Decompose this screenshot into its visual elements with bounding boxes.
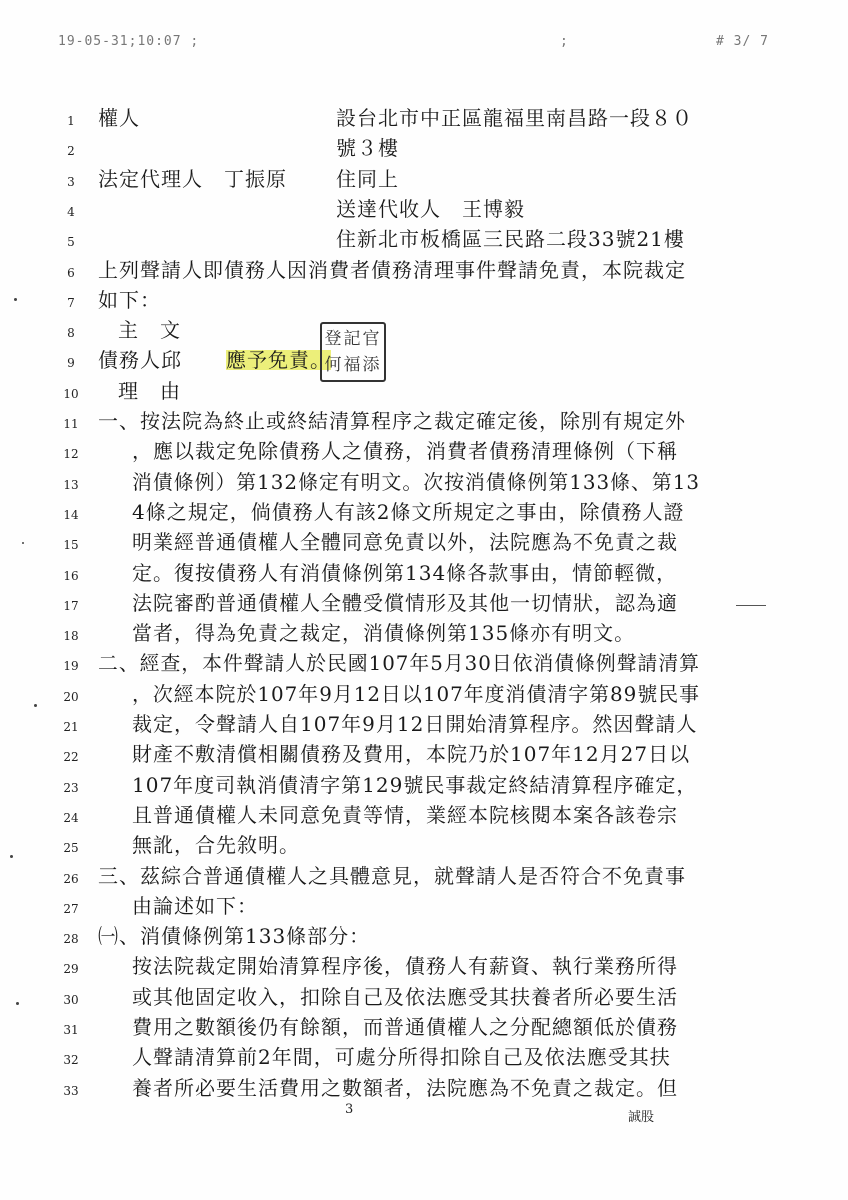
seal-name: 何福添 <box>324 355 382 375</box>
document-text: 三、茲綜合普通債權人之具體意見，就聲請人是否符合不免責事 <box>98 863 686 888</box>
document-text: 如下： <box>98 287 161 312</box>
line-number: 19 <box>63 659 79 674</box>
scan-speck <box>16 1002 19 1005</box>
line-number: 13 <box>63 477 79 492</box>
line-number: 3 <box>67 174 75 189</box>
document-text: 由論述如下： <box>132 893 258 918</box>
document-text: 權人 <box>98 106 140 130</box>
document-text: 債務人邱 <box>98 348 182 373</box>
line-number: 2 <box>67 144 75 159</box>
document-text: 住新北市板橋區三民路二段33號21樓 <box>336 227 685 252</box>
scan-mark <box>736 605 766 606</box>
line-number: 30 <box>63 992 79 1007</box>
line-number: 10 <box>63 386 79 401</box>
line-number: 7 <box>67 295 75 310</box>
line-number: 22 <box>63 750 79 765</box>
line-number: 27 <box>63 901 79 916</box>
line-number: 11 <box>63 417 79 431</box>
fax-timestamp: 19-05-31;10:07 ; <box>58 34 200 49</box>
document-text: 裁定，令聲請人自107年9月12日開始清算程序。然因聲請人 <box>132 712 698 736</box>
document-text: 明業經普通債權人全體同意免責以外，法院應為不免責之裁 <box>132 530 678 555</box>
scan-speck <box>14 298 17 301</box>
document-text: 或其他固定收入，扣除自己及依法應受其扶養者所必要生活 <box>132 984 678 1009</box>
line-number: 29 <box>63 962 79 977</box>
line-number: 14 <box>63 507 79 522</box>
official-seal-stamp <box>320 322 386 382</box>
document-text: 主 文 <box>118 318 181 343</box>
document-text: ，應以裁定免除債務人之債務，消費者債務清理條例（下稱 <box>132 439 678 464</box>
document-text: 按法院裁定開始清算程序後，債務人有薪資、執行業務所得 <box>132 954 678 979</box>
scan-speck <box>34 704 37 707</box>
line-number: 12 <box>63 447 79 462</box>
document-text: 一、按法院為終止或終結清算程序之裁定確定後，除別有規定外 <box>98 409 686 433</box>
document-text: 法定代理人 丁振原 <box>98 166 287 191</box>
line-number: 28 <box>63 932 79 947</box>
line-number: 16 <box>63 568 79 583</box>
line-number: 32 <box>63 1053 79 1068</box>
document-text: 當者，得為免責之裁定，消債條例第135條亦有明文。 <box>132 621 636 646</box>
line-number: 25 <box>63 841 79 856</box>
line-number: 26 <box>63 871 79 886</box>
scan-speck <box>10 855 13 858</box>
line-number: 23 <box>63 780 79 795</box>
document-text: 送達代收人 王博毅 <box>336 196 525 221</box>
line-number: 8 <box>67 326 75 341</box>
document-text: 人聲請清算前2年間，可處分所得扣除自己及依法應受其扶 <box>132 1045 671 1070</box>
document-text: 消債條例）第132條定有明文。次按消債條例第133條、第13 <box>132 469 700 494</box>
line-number: 4 <box>67 204 75 219</box>
seal-title: 登記官 <box>324 329 382 349</box>
document-text: 上列聲請人即債務人因消費者債務清理事件聲請免責，本院裁定 <box>98 257 686 282</box>
line-number: 9 <box>67 356 75 371</box>
division-label: 誠股 <box>628 1110 655 1125</box>
line-number: 21 <box>63 720 79 734</box>
line-number: 6 <box>67 265 75 280</box>
document-text: 理 由 <box>118 378 181 403</box>
line-number: 33 <box>63 1083 79 1098</box>
line-number: 17 <box>63 598 79 613</box>
line-number: 15 <box>63 538 79 553</box>
document-text: 二、經查，本件聲請人於民國107年5月30日依消債條例聲請清算 <box>98 651 700 676</box>
document-text: 號３樓 <box>336 136 399 161</box>
document-text: 法院審酌普通債權人全體受償情形及其他一切情狀，認為適 <box>132 590 678 615</box>
line-number: 18 <box>63 629 79 644</box>
document-text: ，次經本院於107年9月12日以107年度消債清字第89號民事 <box>132 681 700 706</box>
page-number: 3 <box>345 1102 354 1117</box>
document-text: 養者所必要生活費用之數額者，法院應為不免責之裁定。但 <box>132 1075 678 1100</box>
document-text: 且普通債權人未同意免責等情，業經本院核閱本案各該卷宗 <box>132 802 678 827</box>
document-text: 定。復按債務人有消債條例第134條各款事由，情節輕微， <box>132 560 678 585</box>
ruling-text: 應予免責。 <box>226 348 331 373</box>
document-text: 4條之規定，倘債務人有該2條文所規定之事由，除債務人證 <box>132 499 685 524</box>
document-text: ㈠、消債條例第133條部分： <box>98 924 371 949</box>
line-number: 5 <box>67 235 75 250</box>
fax-mark: ; <box>560 34 569 49</box>
line-number: 20 <box>63 689 79 704</box>
fax-page-indicator: # 3/ 7 <box>716 34 769 49</box>
line-number: 1 <box>67 114 75 128</box>
document-text: 無訛，合先敘明。 <box>132 833 300 858</box>
document-text: 費用之數額後仍有餘額，而普通債權人之分配總額低於債務 <box>132 1015 678 1039</box>
scan-speck <box>22 542 24 544</box>
document-text: 設台北市中正區龍福里南昌路一段８０ <box>336 106 693 130</box>
document-text: 住同上 <box>336 166 399 191</box>
document-text: 107年度司執消債清字第129號民事裁定終結清算程序確定， <box>132 772 698 797</box>
line-number: 31 <box>63 1023 79 1037</box>
line-number: 24 <box>63 810 79 825</box>
document-text: 財產不敷清償相關債務及費用，本院乃於107年12月27日以 <box>132 742 691 767</box>
